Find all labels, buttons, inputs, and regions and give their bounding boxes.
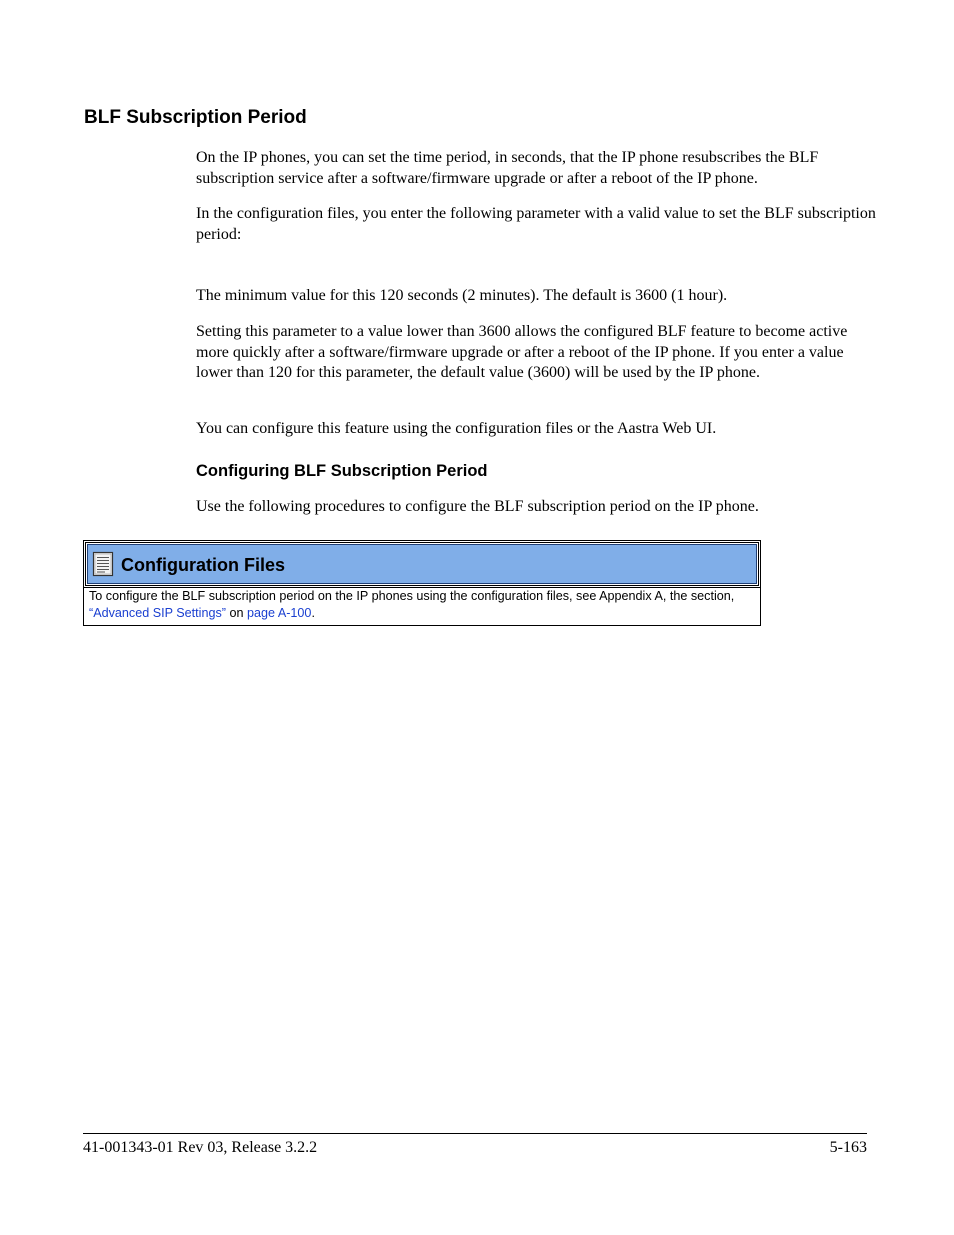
config-text-middle: on — [225, 606, 247, 620]
config-text-before: To configure the BLF subscription period on the IP phones using the configuration files, see Appendix A, the section, — [89, 589, 735, 603]
paragraph-config-parameter: In the configuration files, you enter the following parameter with a valid value to set the BLF subscription period: — [196, 205, 876, 243]
section-heading: BLF Subscription Period — [84, 107, 307, 128]
config-box-text — [89, 588, 757, 622]
paragraph-procedures: Use the following procedures to configure the BLF subscription period on the IP phone. — [196, 498, 759, 515]
page-a-100-link[interactable]: page A-100 — [247, 606, 312, 620]
config-header — [87, 544, 757, 584]
document-icon — [92, 551, 114, 577]
footer-document-id: 41-001343-01 Rev 03, Release 3.2.2 — [83, 1139, 318, 1156]
config-text-after: . — [311, 606, 315, 620]
footer-page-number: 5-163 — [829, 1139, 867, 1156]
config-box-title: Configuration Files — [121, 555, 285, 575]
paragraph-minimum-value: The minimum value for this 120 seconds (2 minutes). The default is 3600 (1 hour). — [196, 287, 728, 304]
advanced-sip-settings-link[interactable]: “Advanced SIP Settings” — [89, 606, 226, 620]
subsection-heading: Configuring BLF Subscription Period — [196, 462, 488, 480]
configuration-files-box — [83, 540, 761, 626]
paragraph-configure-options: You can configure this feature using the configuration files or the Aastra Web UI. — [196, 420, 717, 437]
footer-rule — [83, 1133, 867, 1134]
paragraph-intro: On the IP phones, you can set the time period, in seconds, that the IP phone resubscribes the BLF subscription service after a software/firmware upgrade or after a reboot of the IP phone. — [196, 149, 819, 187]
paragraph-lower-value: Setting this parameter to a value lower than 3600 allows the configured BLF feature to become active more quickly after a software/firmware upgrade or after a reboot of the IP phone. If you enter a value lower than 120 for this parameter, the default value (3600) will be used by the IP phone. — [196, 323, 848, 381]
